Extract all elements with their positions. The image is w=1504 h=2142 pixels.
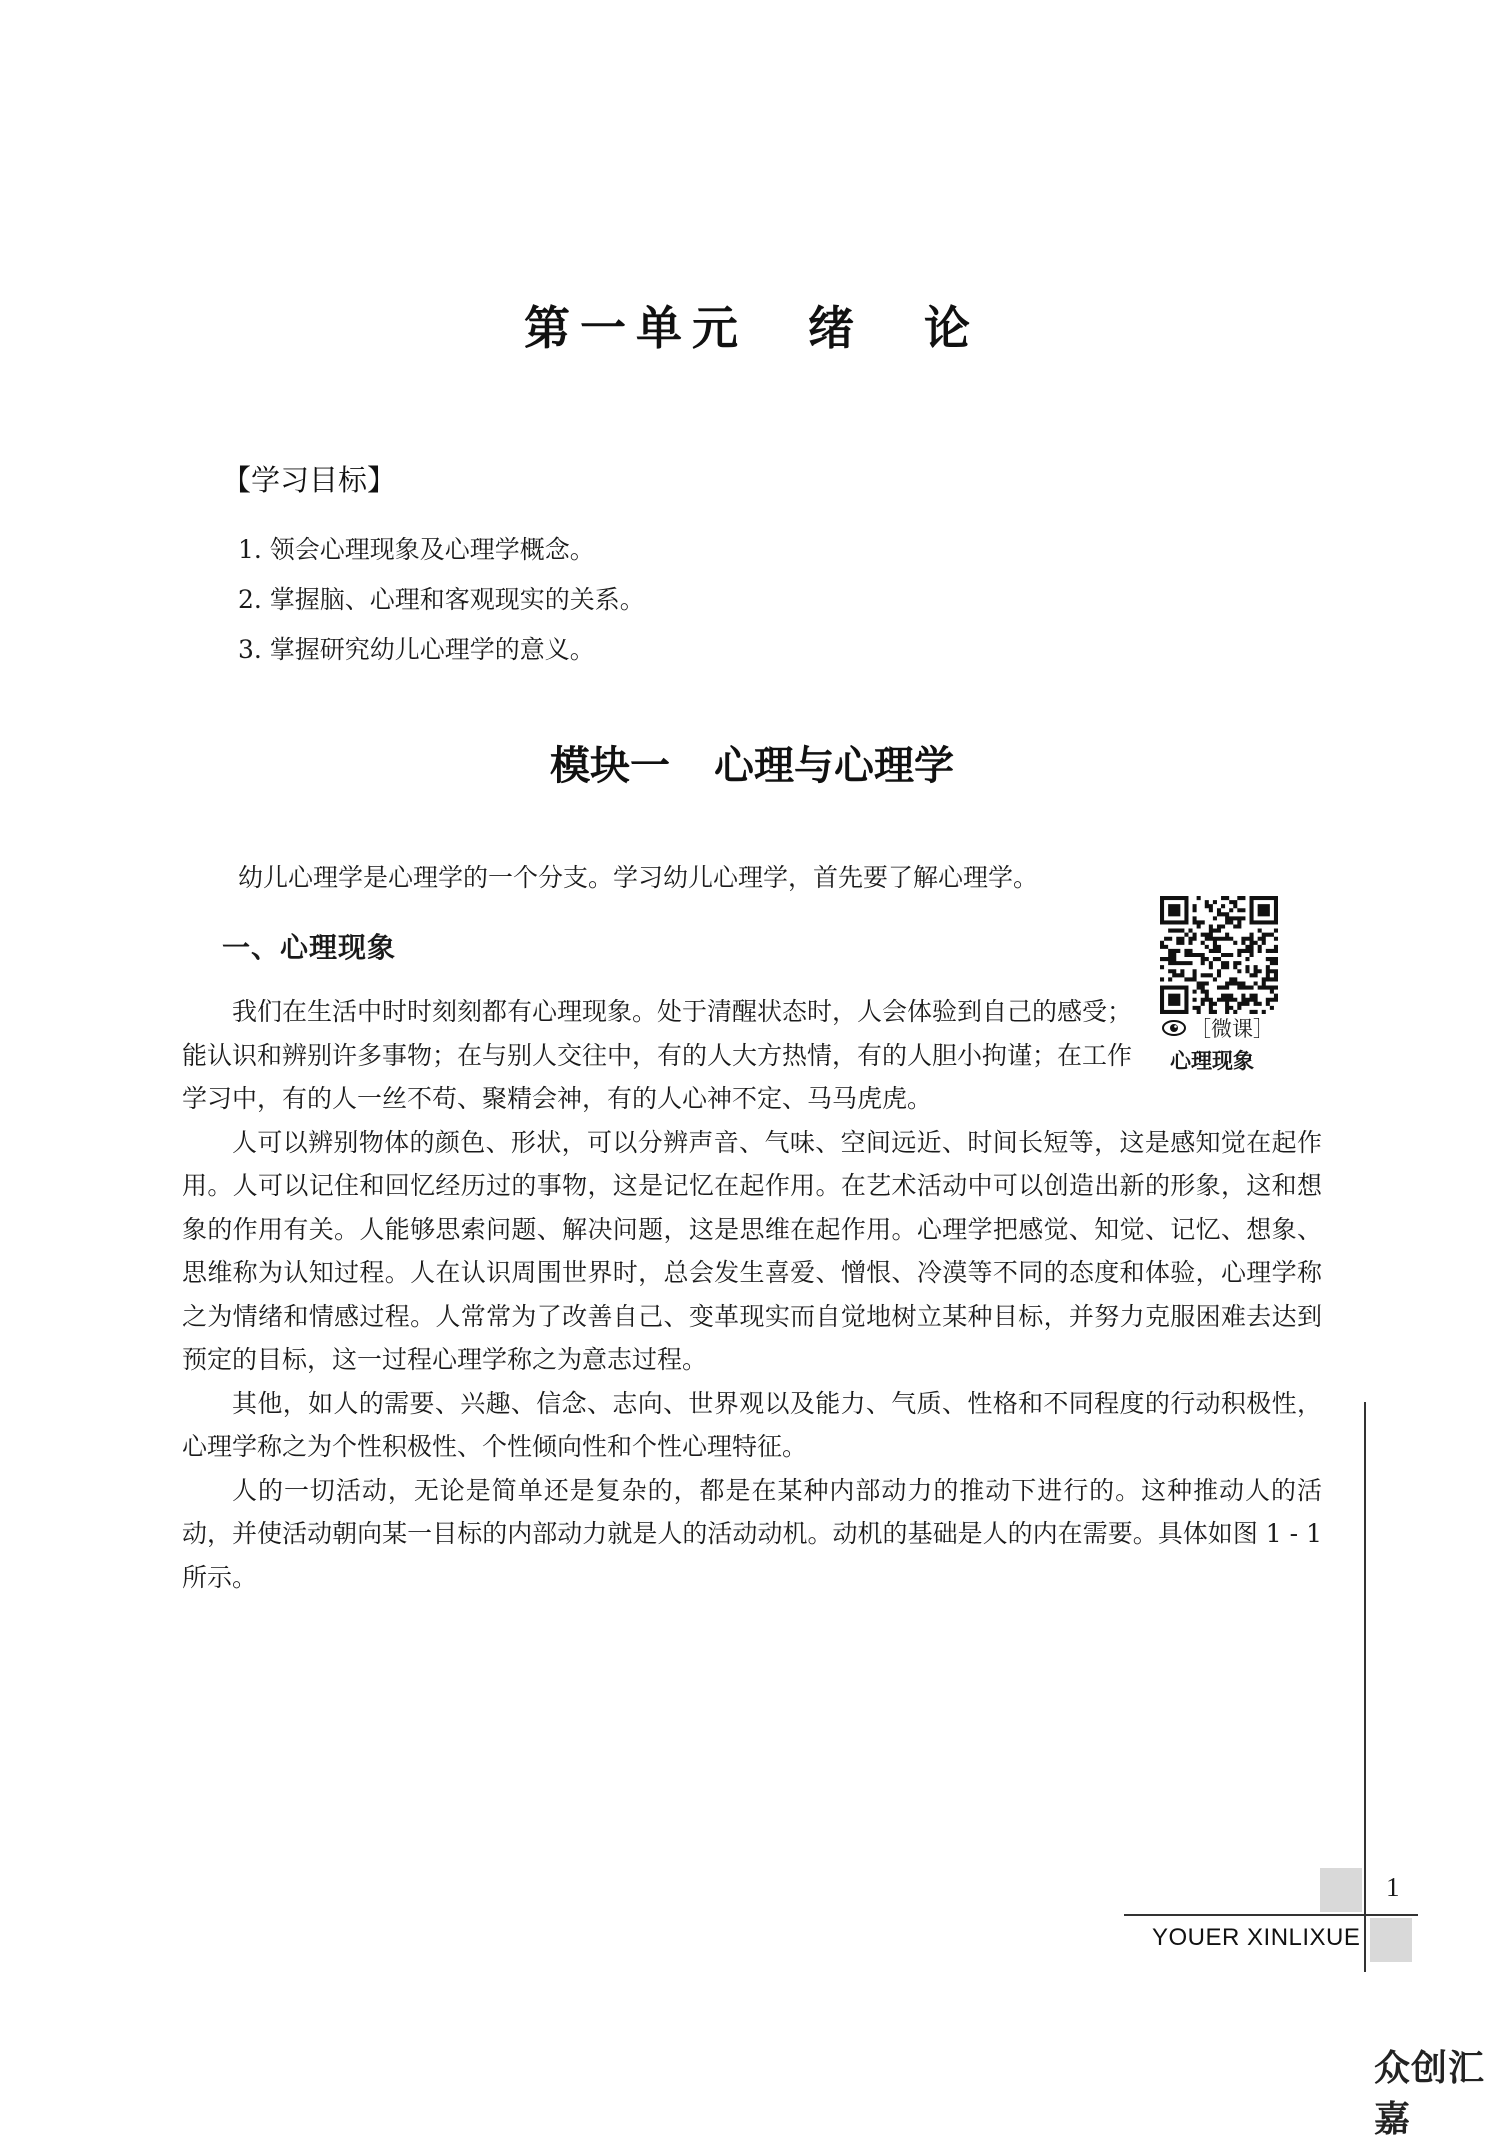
unit-title xyxy=(0,292,1504,358)
footer-grey-block xyxy=(1370,1918,1412,1962)
learning-goals-list xyxy=(238,530,645,680)
unit-title-word-2: 论 xyxy=(924,301,980,355)
learning-goal-item: 2. 掌握脑、心理和客观现实的关系。 xyxy=(238,585,645,614)
body-text xyxy=(182,990,1322,1599)
body-paragraph: 其他，如人的需要、兴趣、信念、志向、世界观以及能力、气质、性格和不同程度的行动积极性，心理学称之为个性积极性、个性倾向性和个性心理特征。 xyxy=(182,1388,1322,1461)
body-paragraph: 人可以辨别物体的颜色、形状，可以分辨声音、气味、空间远近、时间长短等，这是感知觉在起作用。人可以记住和回忆经历过的事物，这是记忆在起作用。在艺术活动中可以创造出新的形象，这和想象的作用有关。人能够思索问题、解决问题，这是思维在起作用。心理学把感觉、知觉、记忆、想象、思维称为认知过程。人在认识周围世界时，总会发生喜爱、憎恨、冷漠等不同的态度和体验，心理学称之为情绪和情感过程。人常常为了改善自己、变革现实而自觉地树立某种目标，并努力克服困难去达到预定的目标，这一过程心理学称之为意志过程。 xyxy=(182,1127,1322,1374)
footer-horizontal-rule xyxy=(1124,1914,1418,1916)
body-paragraph: 我们在生活中时时刻刻都有心理现象。处于清醒状态时，人会体验到自己的感受；能认识和辨别许多事物；在与别人交往中，有的人大方热情，有的人胆小拘谨；在工作学习中，有的人一丝不苟、聚精会神，有的人心神不定、马马虎虎。 xyxy=(182,997,1133,1113)
running-title: YOUER XINLIXUE xyxy=(1152,1924,1361,1951)
micro-lesson-tag: ［微课］ xyxy=(1190,1017,1274,1041)
unit-title-word-1: 绪 xyxy=(808,301,864,355)
footer-vertical-rule xyxy=(1364,1402,1366,1972)
unit-title-number: 第一单元 xyxy=(524,301,748,355)
micro-lesson-title: 心理现象 xyxy=(1170,1049,1254,1073)
learning-goals-heading: 【学习目标】 xyxy=(222,463,397,497)
module-title-name: 心理与心理学 xyxy=(714,743,954,789)
learning-goal-item: 3. 掌握研究幼儿心理学的意义。 xyxy=(238,635,595,664)
section-heading: 一、心理现象 xyxy=(222,931,397,964)
intro-paragraph: 幼儿心理学是心理学的一个分支。学习幼儿心理学，首先要了解心理学。 xyxy=(238,863,1039,892)
module-title xyxy=(0,734,1504,791)
watermark-logo: 众创汇嘉 xyxy=(1374,2048,1486,2140)
learning-goal-item: 1. 领会心理现象及心理学概念。 xyxy=(238,535,595,564)
body-paragraph: 人的一切活动，无论是简单还是复杂的，都是在某种内部动力的推动下进行的。这种推动人的活动，并使活动朝向某一目标的内部动力就是人的活动动机。动机的基础是人的内在需要。具体如图 1 - 1 所示。 xyxy=(182,1475,1322,1592)
page-number: 1 xyxy=(1386,1872,1400,1902)
footer-grey-block xyxy=(1320,1868,1362,1912)
module-title-number: 模块一 xyxy=(550,743,670,789)
